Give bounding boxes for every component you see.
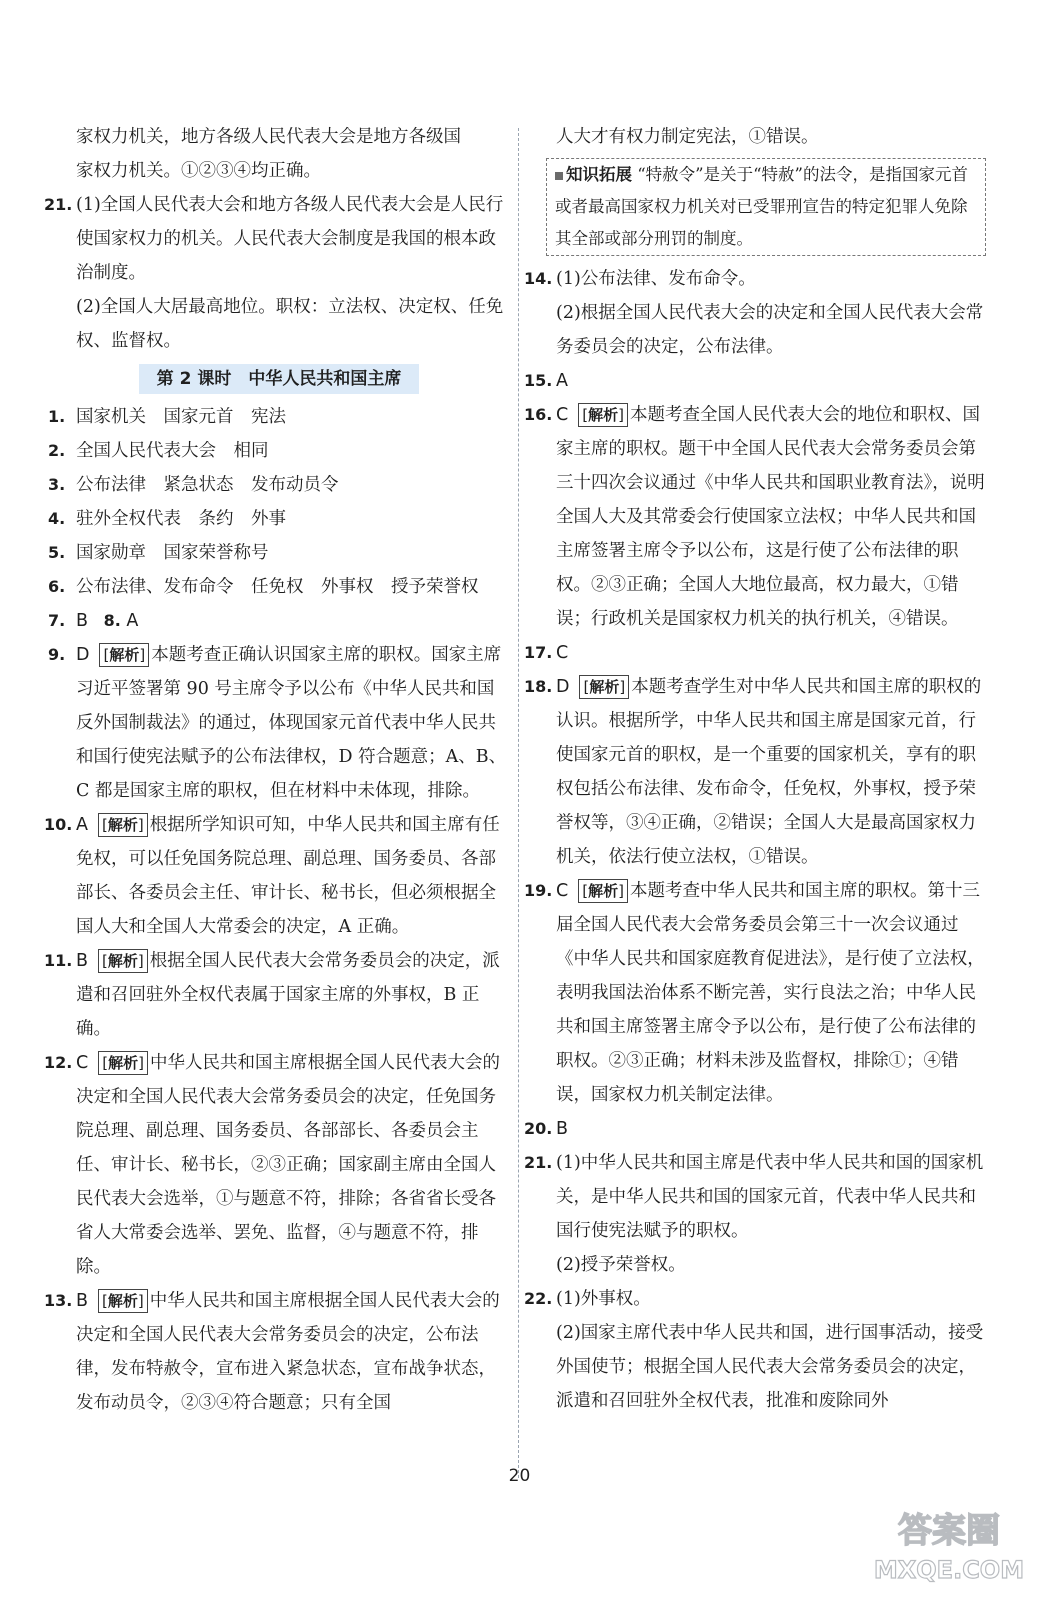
page-number: 20: [508, 1466, 531, 1486]
question-number: 15.: [524, 371, 553, 390]
answer-text: 全国人民代表大会 相同: [76, 441, 269, 461]
watermark-logo: [869, 1502, 1029, 1592]
column-divider: [518, 128, 519, 1478]
question-number: 6.: [48, 577, 66, 596]
question-number: 9.: [48, 645, 66, 664]
answer-part-2: (2)根据全国人民代表大会的决定和全国人民代表大会常务委员会的决定，公布法律。: [556, 303, 984, 357]
question-5: [48, 536, 510, 570]
question-10: [44, 808, 510, 944]
question-20: [524, 1112, 986, 1146]
analysis-tag: [ 解析 ]: [99, 643, 149, 667]
answer-part-1: (1)外事权。: [556, 1289, 651, 1309]
answer-part-2: (2)授予荣誉权。: [556, 1255, 686, 1275]
answer-part-1: (1)公布法律、发布命令。: [556, 269, 756, 289]
question-13: [44, 1284, 510, 1420]
question-number: 10.: [44, 815, 73, 834]
question-number: 20.: [524, 1119, 553, 1138]
question-number: 14.: [524, 269, 553, 288]
question-number: 5.: [48, 543, 66, 562]
answer-letter: D: [556, 677, 570, 697]
question-number: 16.: [524, 405, 553, 424]
question-19: [524, 874, 986, 1112]
question-number: 4.: [48, 509, 66, 528]
question-number: 7.: [48, 611, 66, 630]
question-2: [48, 434, 510, 468]
question-number: 13.: [44, 1291, 73, 1310]
analysis-text: 根据所学知识可知，中华人民共和国主席有任免权，可以任免国务院总理、副总理、国务委员、各部部长、各委员会主任、审计长、秘书长，但必须根据全国人大和全国人大常委会的决定，A 正确。: [76, 815, 500, 937]
answer-letter: C: [556, 643, 569, 663]
answer-letter: A: [556, 371, 568, 391]
lesson-title: 第 2 课时 中华人民共和国主席: [139, 364, 419, 394]
question-4: [48, 502, 510, 536]
question-15: [524, 364, 986, 398]
answer-letter: B: [76, 951, 89, 971]
question-11: [44, 944, 510, 1046]
analysis-tag: [ 解析 ]: [579, 675, 629, 699]
question-number: 21.: [44, 195, 73, 214]
analysis-text: 本题考查全国人民代表大会的地位和职权、国家主席的职权。题干中全国人民代表大会常务委员会第三十四次会议通过《中华人民共和国职业教育法》，说明全国人大及其常委会行使国家立法权；中华人民共和国主席签署主席令予以公布，这是行使了公布法律的职权。②③正确；全国人大地位最高，权力最大，①错误；行政机关是国家权力机关的执行机关，④错误。: [556, 405, 985, 629]
answer-text: 公布法律、发布命令 任免权 外事权 授予荣誉权: [76, 577, 479, 597]
answer-letter: B: [76, 611, 89, 631]
question-22: [524, 1282, 986, 1418]
question-number: 12.: [44, 1053, 73, 1072]
question-17: [524, 636, 986, 670]
question-7-8: [48, 604, 510, 638]
answer-letter: A: [126, 611, 139, 631]
analysis-tag: [ 解析 ]: [98, 1289, 148, 1313]
answer-part-1: (1)全国人民代表大会和地方各级人民代表大会是人民行使国家权力的机关。人民代表大会制度是我国的根本政治制度。: [76, 195, 504, 283]
intro-line-1: 家权力机关，地方各级人民代表大会是地方各级国: [76, 127, 461, 147]
continued-line: 人大才有权力制定宪法，①错误。: [556, 127, 819, 147]
answer-part-2: (2)全国人大居最高地位。职权：立法权、决定权、任免权、监督权。: [76, 297, 504, 351]
answer-part-1: (1)中华人民共和国主席是代表中华人民共和国的国家机关，是中华人民共和国的国家元首，代表中华人民共和国行使宪法赋予的职权。: [556, 1153, 984, 1241]
analysis-text: 中华人民共和国主席根据全国人民代表大会的决定和全国人民代表大会常务委员会的决定，公布法律，发布特赦令，宣布进入紧急状态，宣布战争状态，发布动员令，②③④符合题意；只有全国: [76, 1291, 500, 1413]
answer-letter: C: [76, 1053, 89, 1073]
question-21-right: [524, 1146, 986, 1282]
question-number: 21.: [524, 1153, 553, 1172]
question-number: 19.: [524, 881, 553, 900]
question-number: 8.: [103, 611, 121, 630]
answer-text: 公布法律 紧急状态 发布动员令: [76, 475, 339, 495]
answer-letter: B: [556, 1119, 569, 1139]
question-number: 2.: [48, 441, 66, 460]
question-number: 18.: [524, 677, 553, 696]
question-number: 17.: [524, 643, 553, 662]
question-16: [524, 398, 986, 636]
question-number: 22.: [524, 1289, 553, 1308]
answer-text: 国家机关 国家元首 宪法: [76, 407, 286, 427]
question-number: 1.: [48, 407, 66, 426]
question-18: [524, 670, 986, 874]
analysis-text: 本题考查学生对中华人民共和国主席的职权的认识。根据所学，中华人民共和国主席是国家元首，行使国家元首的职权，是一个重要的国家机关，享有的职权包括公布法律、发布命令，任免权，外事权，授予荣誉权等，③④正确，②错误；全国人大是最高国家权力机关，依法行使立法权，①错误。: [556, 677, 982, 867]
analysis-tag: [ 解析 ]: [98, 949, 148, 973]
question-1: [48, 400, 510, 434]
watermark-top: 答案圈: [898, 1511, 1000, 1551]
analysis-tag: [ 解析 ]: [578, 403, 628, 427]
answer-letter: C: [556, 405, 569, 425]
analysis-text: 本题考查正确认识国家主席的职权。国家主席习近平签署第 90 号主席令予以公布《中华人民共和国反外国制裁法》的通过，体现国家元首代表中华人民共和国行使宪法赋予的公布法律权，D 符合题意；A、B、C 都是国家主席的职权，但在材料中未体现，排除。: [76, 645, 507, 801]
analysis-text: 中华人民共和国主席根据全国人民代表大会的决定和全国人民代表大会常务委员会的决定，任免国务院总理、副总理、国务委员、各部部长、各委员会主任、审计长、秘书长，②③正确；国家副主席由全国人民代表大会选举，①与题意不符，排除；各省省长受各省人大常委会选举、罢免、监督，④与题意不符，排除。: [76, 1053, 500, 1277]
intro-line-2: 家权力机关。①②③④均正确。: [76, 161, 321, 181]
answer-part-2: (2)国家主席代表中华人民共和国，进行国事活动，接受外国使节；根据全国人民代表大会常务委员会的决定，派遣和召回驻外全权代表，批准和废除同外: [556, 1323, 984, 1411]
answer-text: 国家勋章 国家荣誉称号: [76, 543, 269, 563]
watermark-bottom: MXQE.COM: [873, 1556, 1025, 1584]
analysis-tag: [ 解析 ]: [578, 879, 628, 903]
knowledge-extension-box: [546, 158, 986, 256]
question-number: 3.: [48, 475, 66, 494]
question-12: [44, 1046, 510, 1284]
knowledge-extension-text: “特赦令”是关于“特赦”的法令，是指国家元首或者最高国家权力机关对已受罪刑宣告的特定犯罪人免除其全部或部分刑罚的制度。: [555, 165, 968, 248]
answer-letter: C: [556, 881, 569, 901]
answer-letter: B: [76, 1291, 89, 1311]
analysis-tag: [ 解析 ]: [98, 1051, 148, 1075]
question-6: [48, 570, 510, 604]
left-column: [44, 120, 510, 1420]
knowledge-extension-label: 知识拓展: [555, 165, 632, 184]
question-9: [48, 638, 510, 808]
analysis-text: 根据全国人民代表大会常务委员会的决定，派遣和召回驻外全权代表属于国家主席的外事权，B 正确。: [76, 951, 500, 1039]
question-14: [524, 262, 986, 364]
answer-letter: D: [76, 645, 90, 665]
answer-letter: A: [76, 815, 88, 835]
question-21-left: [44, 188, 510, 358]
analysis-tag: [ 解析 ]: [98, 813, 148, 837]
question-3: [48, 468, 510, 502]
question-number: 11.: [44, 951, 73, 970]
right-column: [524, 120, 986, 1418]
analysis-text: 本题考查中华人民共和国主席的职权。第十三届全国人民代表大会常务委员会第三十一次会议通过《中华人民共和国家庭教育促进法》，是行使了立法权，表明我国法治体系不断完善，实行良法之治；中华人民共和国主席签署主席令予以公布，是行使了公布法律的职权。②③正确；材料未涉及监督权，排除①；④错误，国家权力机关制定法律。: [556, 881, 985, 1105]
answer-text: 驻外全权代表 条约 外事: [76, 509, 286, 529]
